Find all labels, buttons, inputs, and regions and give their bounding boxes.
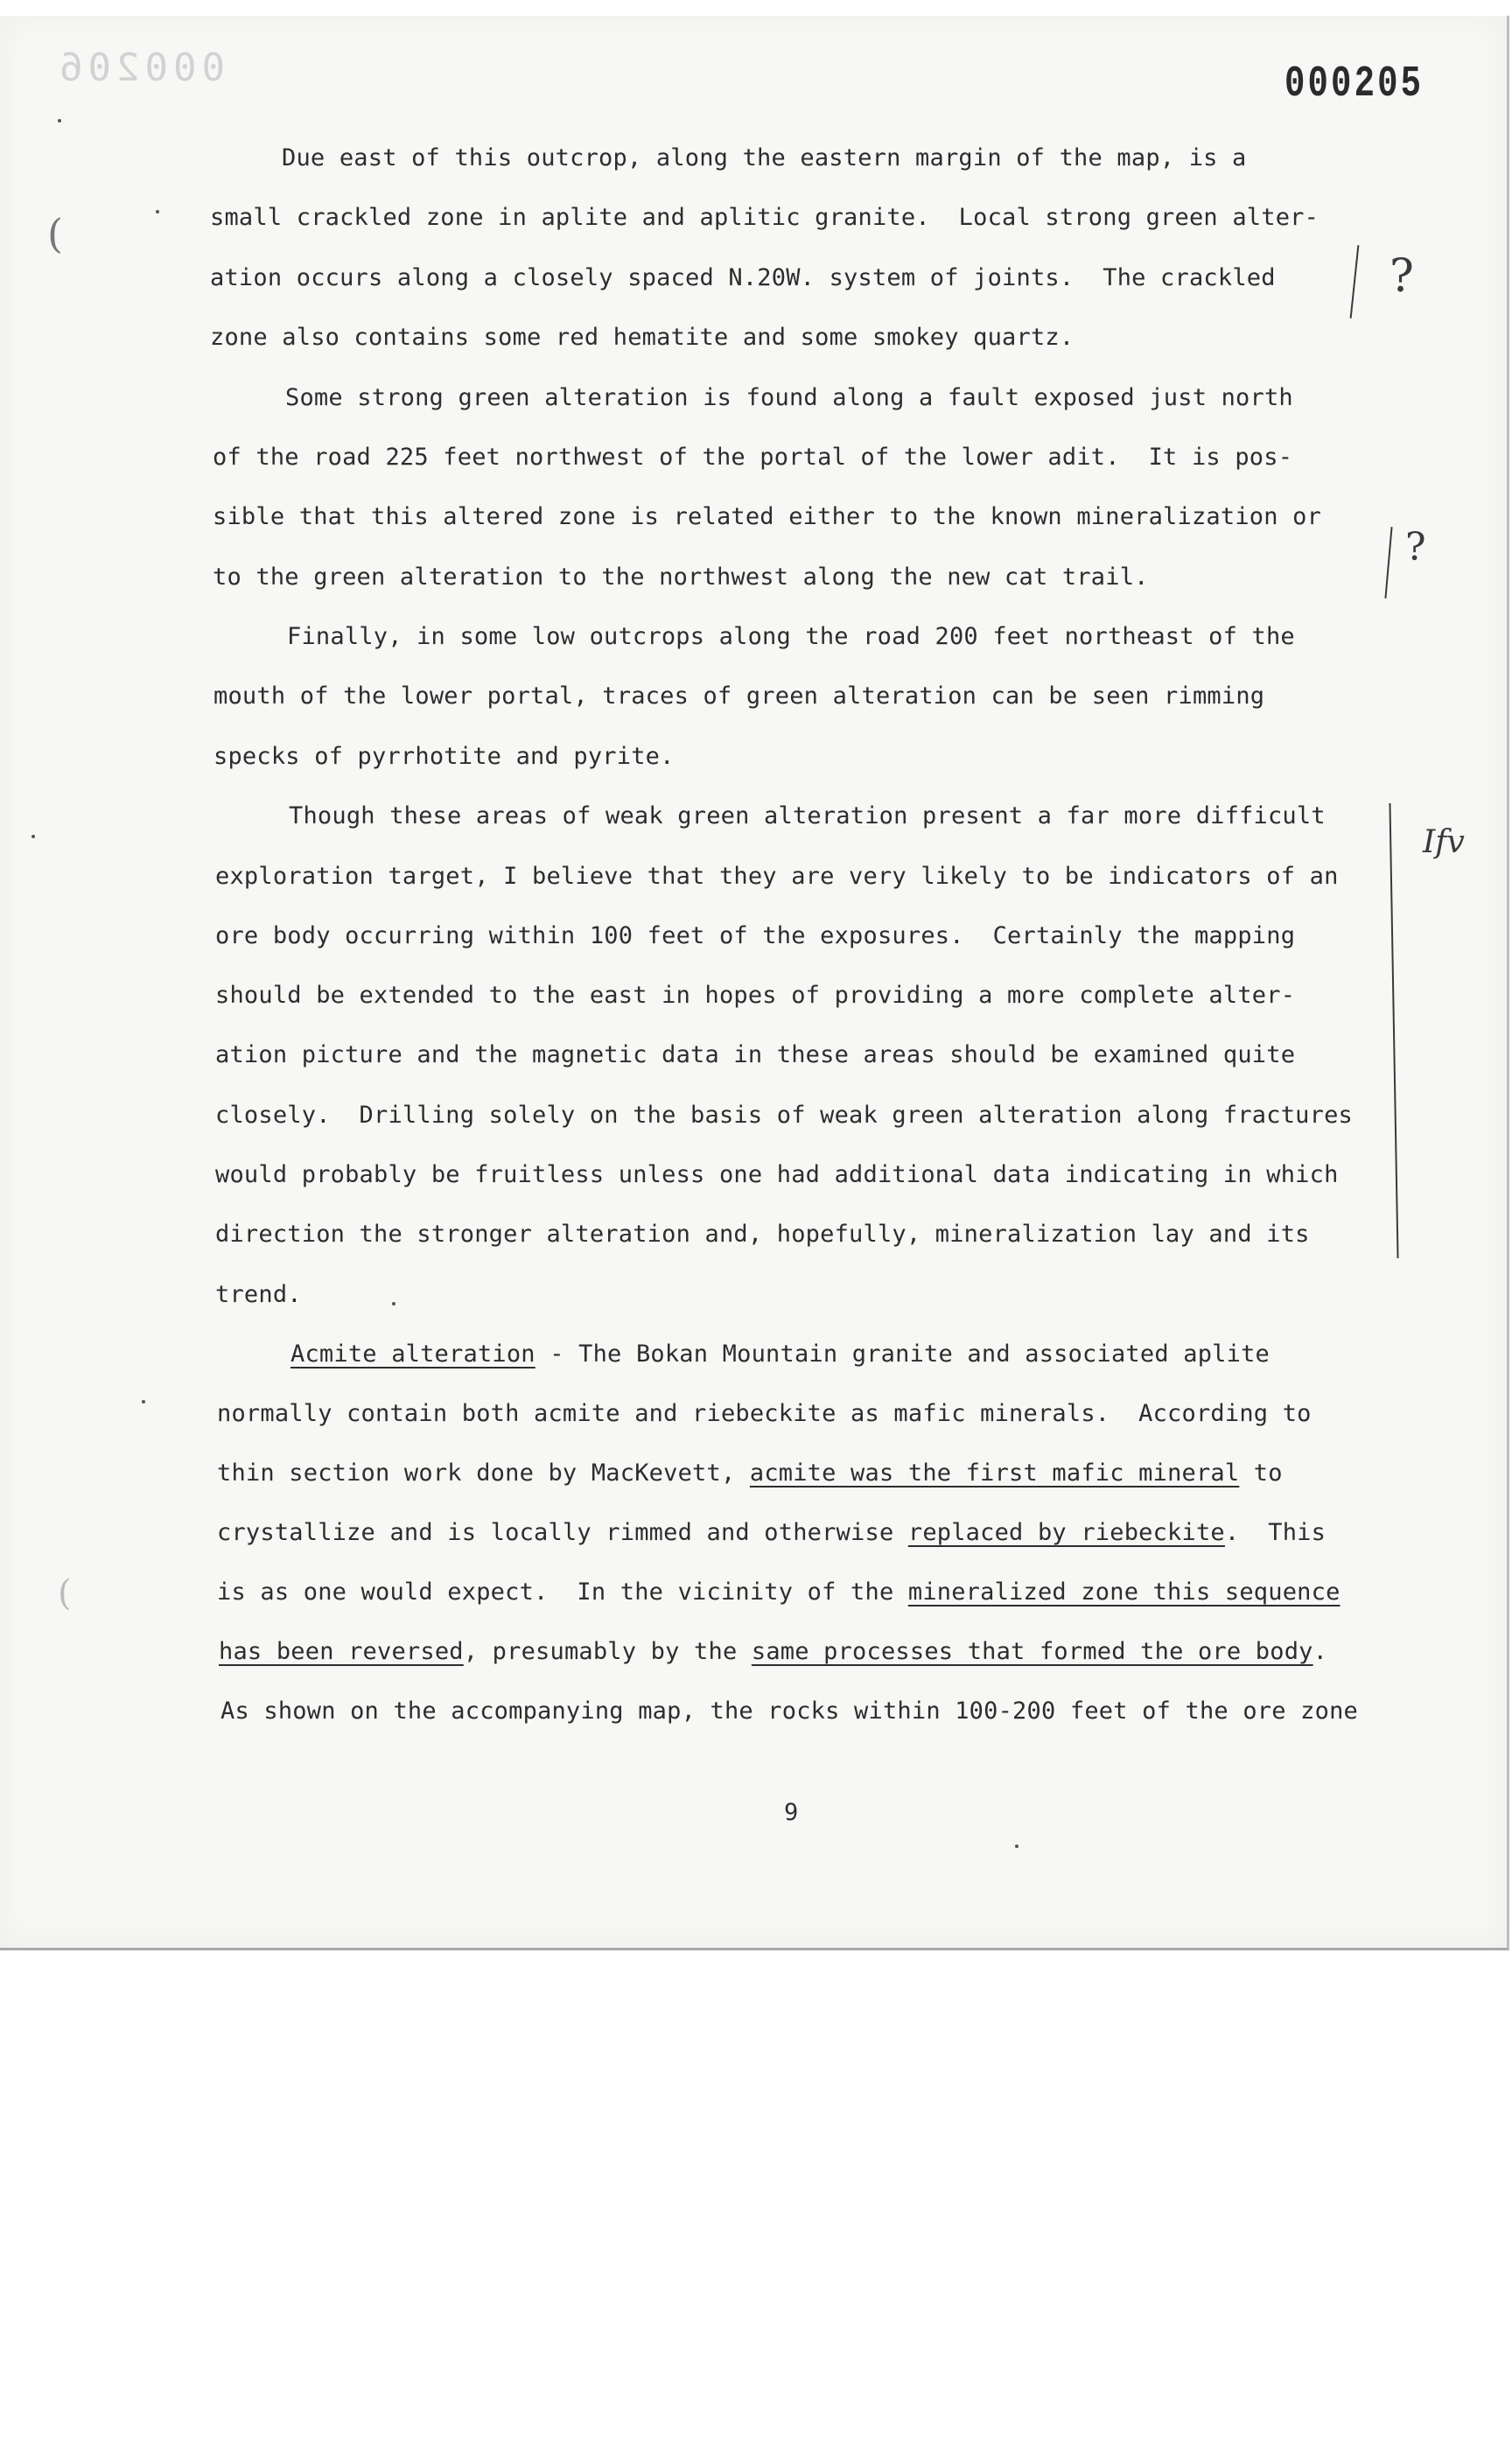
- page-number: 9: [784, 1799, 799, 1826]
- text-line: Due east of this outcrop, along the eastern margin of the map, is a: [282, 144, 1247, 172]
- text-span: . This: [1224, 1519, 1326, 1546]
- text-line: trend.: [215, 1281, 302, 1308]
- text-line: mouth of the lower portal, traces of green alteration can be seen rimming: [214, 682, 1265, 710]
- text-line: ation picture and the magnetic data in these areas should be examined quite: [215, 1041, 1296, 1068]
- section-heading: Acmite alteration: [290, 1340, 536, 1368]
- margin-line: [1350, 245, 1360, 318]
- text-line: would probably be fruitless unless one had additional data indicating in which: [215, 1161, 1339, 1188]
- margin-note: Ifv: [1423, 824, 1465, 860]
- text-span: thin section work done by MacKevett,: [217, 1460, 750, 1487]
- bleed-through-number: 000206: [54, 46, 225, 90]
- text-line: sible that this altered zone is related either to the known mineralization or: [213, 503, 1322, 530]
- text-line: Finally, in some low outcrops along the road 200 feet northeast of the: [287, 623, 1295, 650]
- scan-speck: [156, 210, 159, 214]
- text-span: - The Bokan Mountain granite and associated aplite: [535, 1340, 1270, 1368]
- text-line: [217, 1578, 1340, 1607]
- text-line: As shown on the accompanying map, the rocks within 100-200 feet of the ore zone: [220, 1698, 1358, 1725]
- margin-question-mark: ?: [1390, 250, 1414, 303]
- margin-bracket: [1389, 803, 1398, 1258]
- text-line: small crackled zone in aplite and aplitic granite. Local strong green alter-: [210, 204, 1320, 231]
- text-line: [219, 1637, 1327, 1667]
- text-line: Though these areas of weak green alteration present a far more difficult: [289, 802, 1326, 830]
- text-line: ore body occurring within 100 feet of the exposures. Certainly the mapping: [215, 922, 1296, 949]
- text-line: direction the stronger alteration and, hopefully, mineralization lay and its: [215, 1221, 1310, 1248]
- text-span: .: [1312, 1638, 1328, 1665]
- margin-line: [1384, 527, 1392, 598]
- text-line: [217, 1518, 1326, 1548]
- text-span: , presumably by the: [463, 1638, 752, 1665]
- text-span: is as one would expect. In the vicinity of the: [217, 1578, 908, 1606]
- margin-mark: (: [47, 210, 63, 257]
- scan-speck: [58, 119, 61, 122]
- text-line: zone also contains some red hematite and some smokey quartz.: [210, 324, 1074, 351]
- margin-mark: (: [58, 1573, 72, 1614]
- document-control-number: 000205: [1284, 60, 1424, 109]
- text-span: to: [1239, 1460, 1283, 1487]
- underlined-text: mineralized zone this sequence: [907, 1578, 1340, 1606]
- text-line: Some strong green alteration is found along a fault exposed just north: [285, 384, 1293, 411]
- text-line: of the road 225 feet northwest of the portal of the lower adit. It is pos-: [213, 444, 1293, 471]
- margin-question-mark: ?: [1405, 525, 1426, 570]
- text-line: ation occurs along a closely spaced N.20W. system of joints. The crackled: [210, 264, 1276, 291]
- document-page: [0, 16, 1509, 1950]
- text-line: specks of pyrrhotite and pyrite.: [214, 743, 675, 770]
- underlined-text: has been reversed: [219, 1638, 464, 1665]
- scan-speck: [32, 835, 35, 838]
- text-line: exploration target, I believe that they are very likely to be indicators of an: [215, 863, 1339, 890]
- scan-speck: [1015, 1844, 1018, 1848]
- text-line: should be extended to the east in hopes of providing a more complete alter-: [215, 982, 1296, 1009]
- text-line: closely. Drilling solely on the basis of weak green alteration along fractures: [215, 1102, 1353, 1129]
- text-line: to the green alteration to the northwest along the new cat trail.: [213, 564, 1149, 591]
- text-line: [217, 1459, 1283, 1488]
- underlined-text: same processes that formed the ore body: [751, 1638, 1313, 1665]
- scan-speck: [392, 1302, 396, 1306]
- text-span: crystallize and is locally rimmed and otherwise: [217, 1519, 908, 1546]
- text-line: [290, 1340, 1270, 1369]
- underlined-text: replaced by riebeckite: [907, 1519, 1225, 1546]
- text-line: normally contain both acmite and riebeckite as mafic minerals. According to: [217, 1400, 1312, 1427]
- scan-speck: [142, 1400, 145, 1404]
- underlined-text: acmite was the first mafic mineral: [749, 1460, 1240, 1487]
